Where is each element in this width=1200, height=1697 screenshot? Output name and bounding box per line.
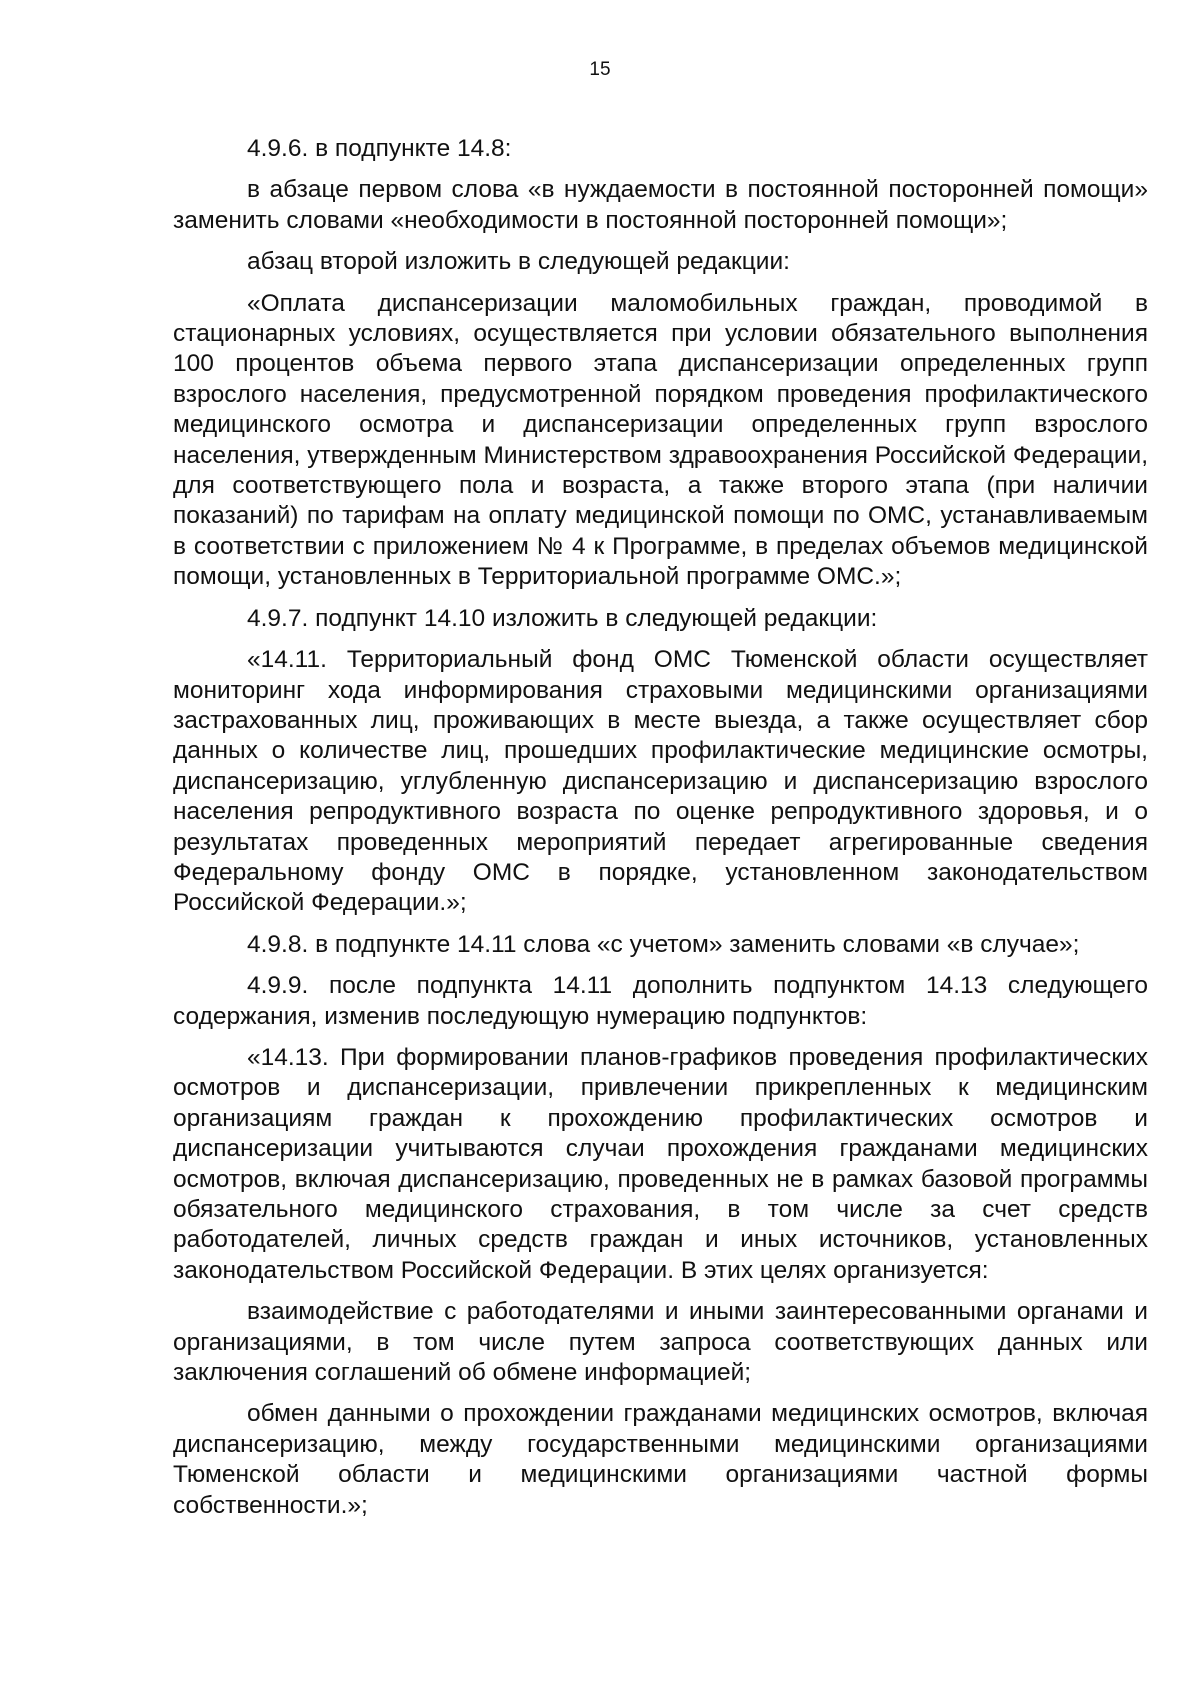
paragraph: взаимодействие с работодателями и иными заинтересованными органами и организациями, в том числе путем запроса соответствующих данных или заключения соглашений об обмене информацией;: [173, 1298, 1148, 1387]
page-number: 15: [589, 59, 611, 80]
document-body: [173, 134, 1148, 1532]
paragraph: 4.9.6. в подпункте 14.8:: [247, 135, 512, 162]
paragraph: 4.9.8. в подпункте 14.11 слова «с учетом» заменить словами «в случае»;: [247, 930, 1080, 958]
paragraph: «14.11. Территориальный фонд ОМС Тюменской области осуществляет мониторинг хода информирования страховыми медицинскими организациями застрахованных лиц, проживающих в месте выезда, а также осуществляет сбор данных о количестве лиц, прошедших профилактические медицинские осмотры, диспансеризацию, углубленную диспансеризацию и диспансеризацию взрослого населения репродуктивного возраста по оценке репродуктивного здоровья, и о результатах проведенных мероприятий передает агрегированные сведения Федеральному фонду ОМС в порядке, установленном законодательством Российской Федерации.»;: [173, 646, 1148, 917]
paragraph: 4.9.9. после подпункта 14.11 дополнить подпунктом 14.13 следующего содержания, изменив последующую нумерацию подпунктов:: [173, 972, 1148, 1030]
paragraph: абзац второй изложить в следующей редакции:: [247, 248, 790, 276]
paragraph: «Оплата диспансеризации маломобильных граждан, проводимой в стационарных условиях, осуществляется при условии обязательного выполнения 100 процентов объема первого этапа диспансеризации определенных групп взрослого населения, предусмотренной порядком проведения профилактического медицинского осмотра и диспансеризации определенных групп взрослого населения, утвержденным Министерством здравоохранения Российской Федерации, для соответствующего пола и возраста, а также второго этапа (при наличии показаний) по тарифам на оплату медицинской помощи по ОМС, устанавливаемым в соответствии с приложением № 4 к Программе, в пределах объемов медицинской помощи, установленных в Территориальной программе ОМС.»;: [173, 289, 1148, 591]
paragraph: «14.13. При формировании планов-графиков проведения профилактических осмотров и диспансеризации, привлечении прикрепленных к медицинским организациям граждан к прохождению профилактических осмотров и диспансеризации учитываются случаи прохождения гражданами медицинских осмотров, включая диспансеризацию, проведенных не в рамках базовой программы обязательного медицинского страхования, в том числе за счет средств работодателей, личных средств граждан и иных источников, установленных законодательством Российской Федерации. В этих целях организуется:: [173, 1043, 1148, 1284]
paragraph: обмен данными о прохождении гражданами медицинских осмотров, включая диспансеризацию, между государственными медицинскими организациями Тюменской области и медицинскими организациями частной формы собственности.»;: [173, 1400, 1148, 1519]
paragraph: 4.9.7. подпункт 14.10 изложить в следующей редакции:: [247, 604, 878, 632]
paragraph: в абзаце первом слова «в нуждаемости в постоянной посторонней помощи» заменить словами «необходимости в постоянной посторонней помощи»;: [173, 176, 1148, 234]
